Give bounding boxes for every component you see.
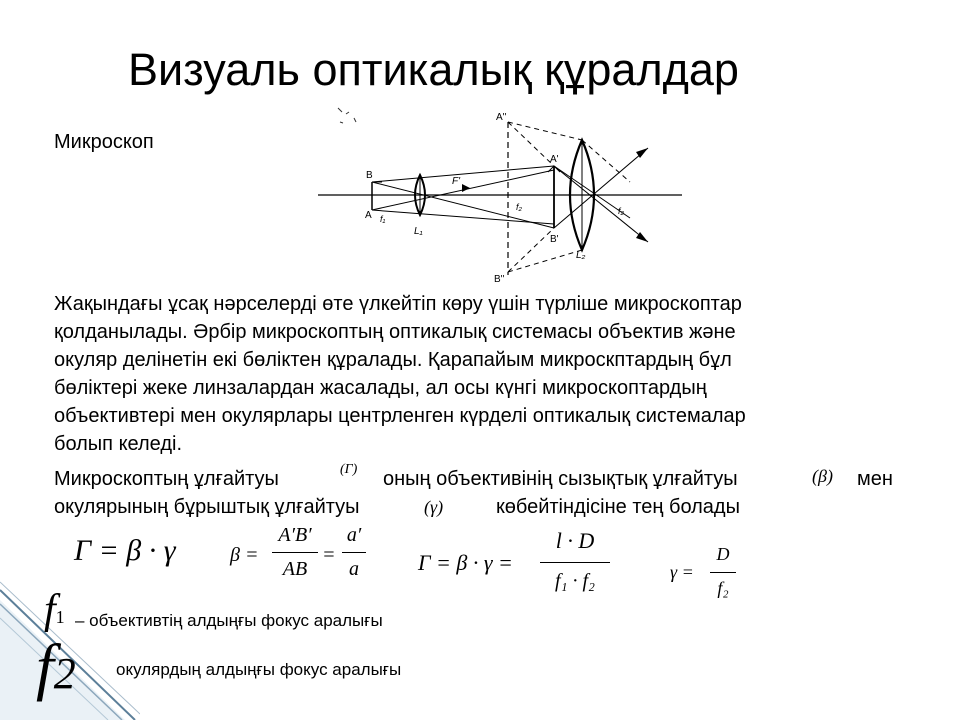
formula-magnification: Γ = β · γ — [74, 534, 176, 567]
label-B-prime: B' — [550, 234, 559, 245]
paragraph-line-4: бөліктері жеке линзалардан жасалады, ал осы күнгі микроскоптардың — [54, 377, 707, 399]
legend-f2-subscript: 2 — [53, 649, 76, 698]
legend-f1-text: – объективтің алдыңғы фокус аралығы — [75, 611, 383, 630]
slide-subtitle: Микроскоп — [54, 131, 154, 153]
fraction-bar-1 — [272, 552, 318, 553]
label-f2-mid: f₂ — [516, 202, 522, 212]
formula-gamma-den: f₂ — [717, 578, 729, 598]
symbol-Gamma: (Γ) — [340, 462, 358, 477]
label-A: A — [365, 210, 372, 221]
paragraph-line-1: Жақындағы ұсақ нәрселерді өте үлкейтіп көру үшін түрліше микроскоптар — [54, 293, 742, 315]
legend-f1-subscript: 1 — [55, 607, 65, 627]
formula-gamma-num: D — [716, 544, 730, 564]
label-f2-right: f₂ — [618, 206, 624, 216]
label-L1: L₁ — [414, 226, 423, 237]
label-f1: f₁ — [380, 214, 386, 224]
sentence-part-1: Микроскоптың ұлғайтуы — [54, 468, 279, 490]
microscope-ray-diagram — [310, 100, 690, 290]
legend-f2-symbol: f — [36, 631, 54, 702]
sentence-part-2: оның объективінің сызықтық ұлғайтуы — [383, 468, 738, 490]
sentence-part-3: мен — [857, 468, 893, 490]
legend-f2 — [36, 630, 76, 710]
formula-beta-lhs: β = — [230, 544, 259, 566]
fraction-bar-2 — [342, 552, 366, 553]
formula-beta-eq: = — [322, 544, 336, 566]
formula-gamma-lhs: γ = — [670, 562, 694, 582]
fraction-bar-4 — [710, 572, 736, 573]
formula-beta-den1: AB — [282, 558, 308, 580]
formula-total-lhs: Γ = β · γ = — [418, 550, 513, 575]
legend-f1 — [44, 586, 65, 633]
formula-beta-num1: A′B′ — [278, 524, 312, 546]
formula-total-num: l · D — [555, 528, 595, 553]
paragraph-line-2: қолданылады. Әрбір микроскоптың оптикалық системасы объектив және — [54, 321, 736, 343]
paragraph-line-3: окуляр делінетін екі бөліктен құралады. Қарапайым микроскптардың бұл — [54, 349, 732, 371]
label-B-double-prime: B'' — [494, 274, 505, 285]
label-A-prime: A' — [550, 154, 559, 165]
slide-title: Визуаль оптикалық құралдар — [128, 44, 739, 95]
legend-f2-text: окулярдың алдыңғы фокус аралығы — [116, 660, 402, 679]
label-F-prime: F' — [452, 176, 461, 187]
paragraph-line-5: объективтері мен окулярлары центрленген күрделі оптикалық системалар — [54, 405, 746, 427]
fraction-bar-3 — [540, 562, 610, 563]
formula-beta-num2: a′ — [346, 524, 362, 546]
sentence-part-5: көбейтіндісіне тең болады — [496, 496, 740, 518]
legend-f1-symbol: f — [44, 587, 56, 633]
paragraph-line-6: болып келеді. — [54, 433, 183, 455]
formula-total-den: f₁ · f₂ — [554, 570, 596, 592]
label-B: B — [366, 170, 373, 181]
label-L2: L₂ — [576, 250, 586, 261]
sentence-part-4: окулярының бұрыштық ұлғайтуы — [54, 496, 360, 518]
formula-beta-den2: a — [349, 558, 359, 580]
symbol-beta: (β) — [812, 466, 833, 486]
label-A-double-prime: A'' — [496, 112, 507, 123]
symbol-gamma: (γ) — [424, 497, 444, 517]
